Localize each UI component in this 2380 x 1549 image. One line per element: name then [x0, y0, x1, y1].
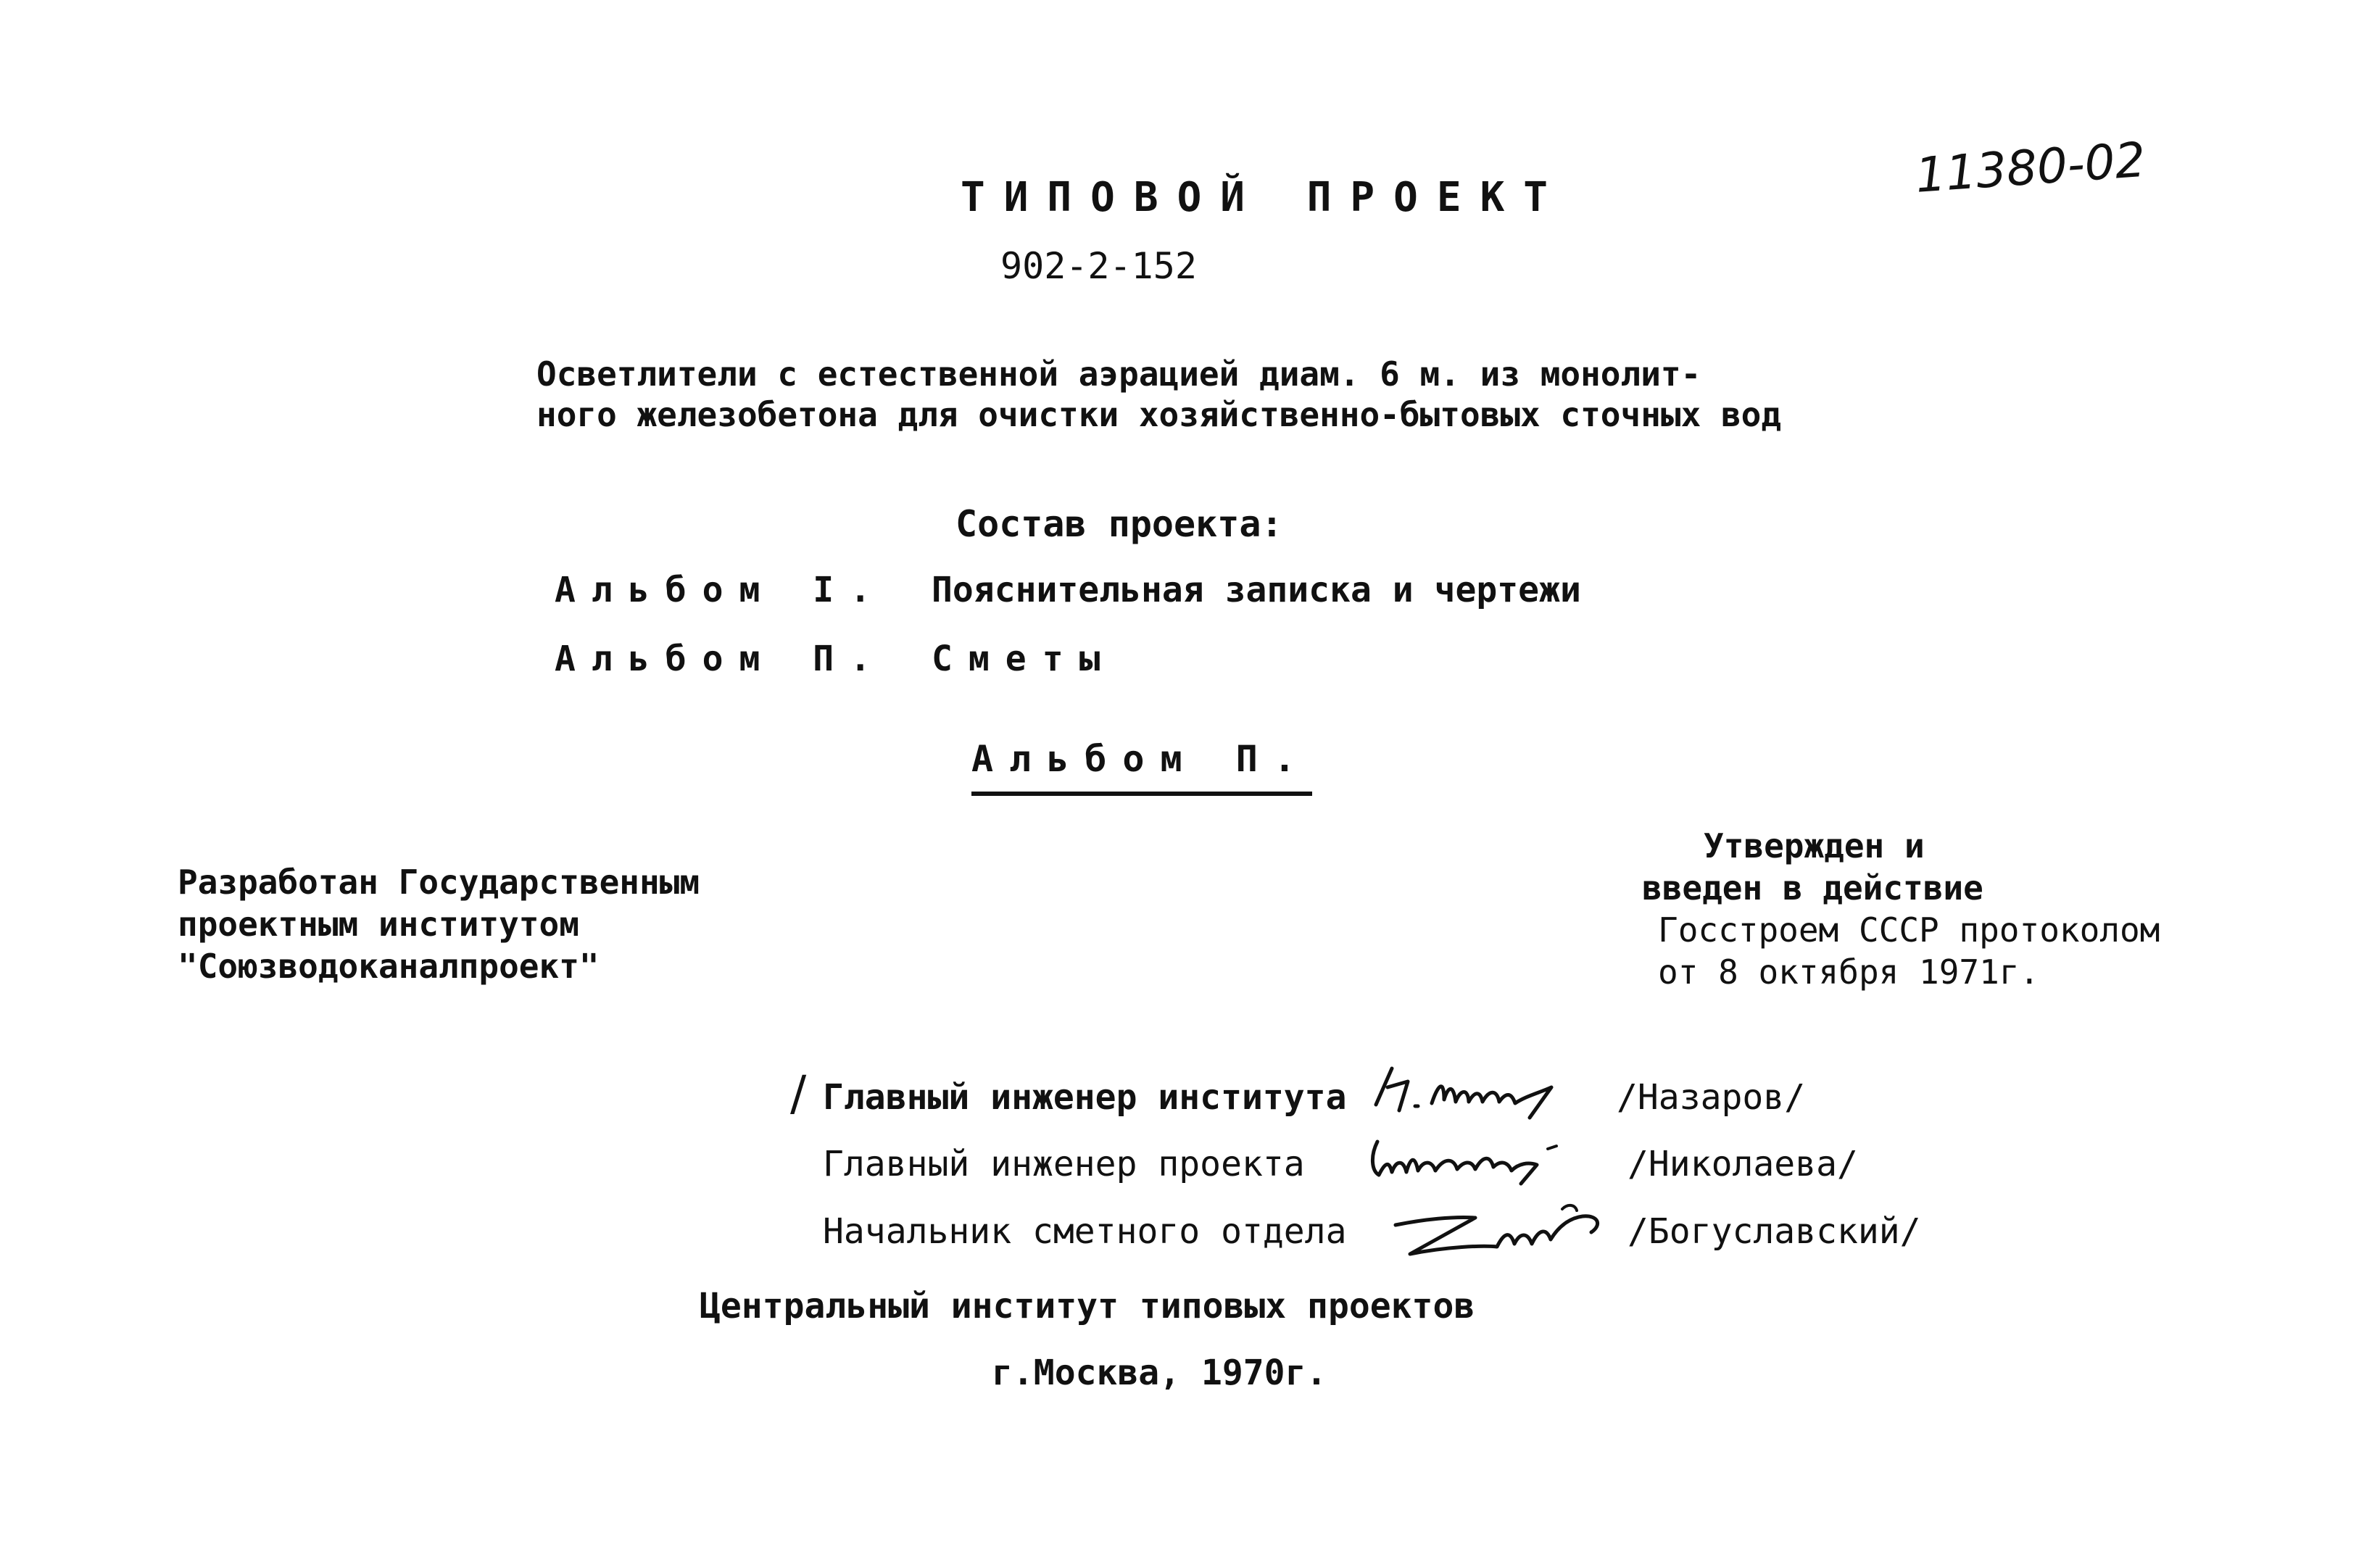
- signature-2: [1363, 1127, 1580, 1192]
- approval-line-3: Госстроем СССР протоколом: [1658, 910, 2160, 950]
- developer-line-1: Разработан Государственным: [178, 863, 700, 902]
- project-description: [536, 354, 1781, 435]
- signatory-3-name: /Богуславский/: [1628, 1211, 1921, 1252]
- heading-underline: [971, 792, 1312, 796]
- city-year: г.Москва, 1970г.: [992, 1353, 1327, 1393]
- signature-1: [1363, 1060, 1602, 1125]
- approval-block: [1642, 825, 2160, 993]
- album-2-text: Сметы: [932, 639, 1116, 679]
- album-2-label: Альбом П.: [555, 639, 887, 679]
- description-line-2: ного железобетона для очистки хозяйственно-бытовых сточных вод: [536, 395, 1782, 434]
- approval-line-2: введен в действие: [1642, 868, 1983, 908]
- signatory-1-role: Главный инженер института: [823, 1077, 1347, 1118]
- developer-block: [178, 861, 700, 987]
- signature-3: [1381, 1196, 1620, 1268]
- signatory-2-role: Главный инженер проекта: [823, 1144, 1305, 1184]
- album-1-text: Пояснительная записка и чертежи: [932, 570, 1581, 610]
- document-title: ТИПОВОЙ ПРОЕКТ: [961, 174, 1567, 221]
- signatory-1-name: /Назаров/: [1617, 1077, 1806, 1118]
- signatory-3-role: Начальник сметного отдела: [823, 1211, 1347, 1252]
- description-line-1: Осветлители с естественной аэрацией диам. 6 м. из монолит-: [536, 354, 1701, 394]
- central-institute: Центральный институт типовых проектов: [700, 1286, 1475, 1326]
- developer-line-3: "Союзводоканалпроект": [178, 947, 600, 986]
- slash-mark: /: [790, 1066, 807, 1121]
- signatory-2-name: /Николаева/: [1628, 1144, 1858, 1184]
- album-1-label: Альбом I.: [555, 570, 887, 610]
- project-code: 902-2-152: [1000, 245, 1197, 287]
- approval-line-4: от 8 октября 1971г.: [1658, 952, 2040, 992]
- current-album-heading: Альбом П.: [971, 738, 1311, 780]
- composition-title: Состав проекта:: [955, 503, 1283, 545]
- developer-line-2: проектным институтом: [178, 905, 579, 944]
- handwritten-archive-number: 11380-02: [1913, 131, 2147, 204]
- approval-line-1: Утвержден и: [1704, 826, 1925, 865]
